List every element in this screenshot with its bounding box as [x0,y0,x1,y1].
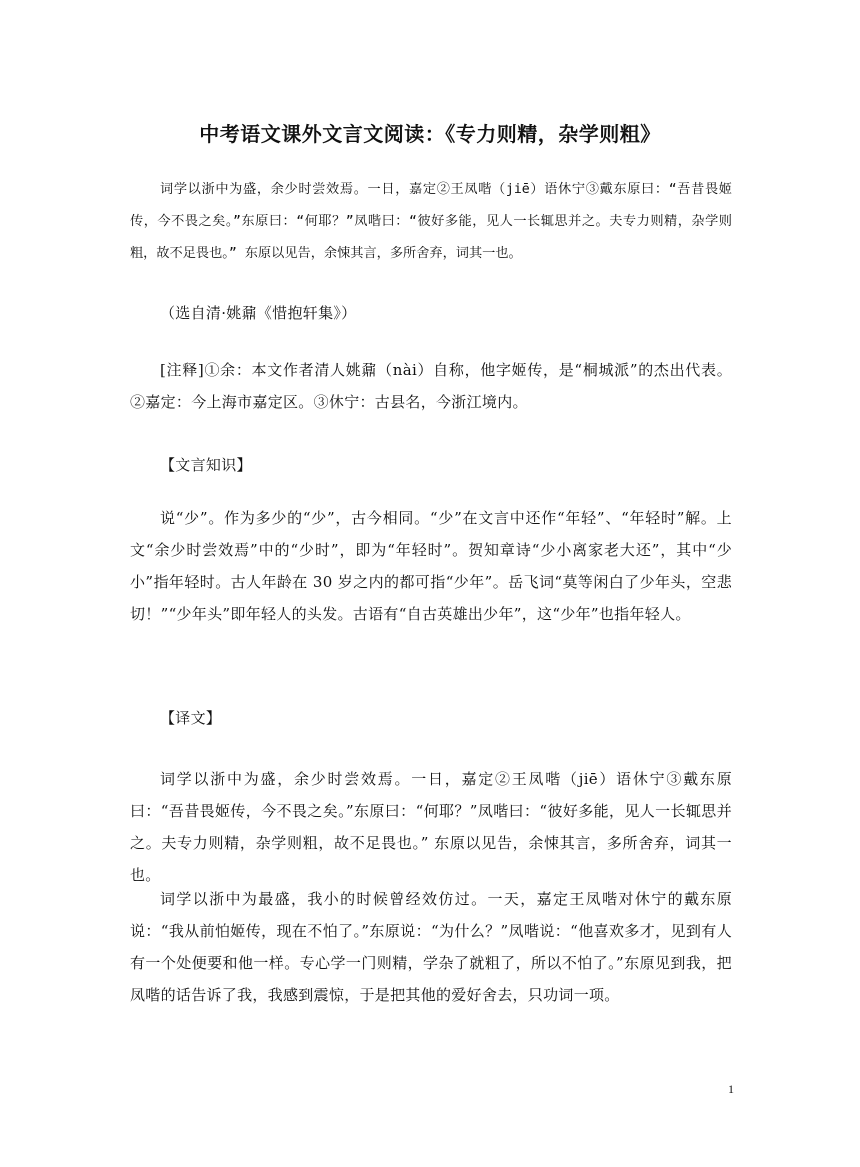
document-title: 中考语文课外文言文阅读：《专力则精，杂学则粗》 [199,122,661,146]
translation-heading: 【译文】 [160,709,222,727]
original-text-paragraph: 词学以浙中为盛，余少时尝效焉。一日，嘉定②王凤喈（jiē）语休宁③戴东原曰：“吾昔畏姬传，今不畏之矣。”东原曰：“何耶？”凤喈曰：“彼好多能，见人一长辄思并之。夫专力则精，杂学则粗，故不足畏也。” 东原以见告，余悚其言，多所舍弃，词其一也。 [130,182,732,261]
knowledge-paragraph: 说“少”。作为多少的“少”，古今相同。“少”在文言中还作“年轻”、“年轻时”解。上文“余少时尝效焉”中的“少时”，即为“年轻时”。贺知章诗“少小离家老大还”，其中“少小”指年轻时。古人年龄在 30 岁之内的都可指“少年”。岳飞词“莫等闲白了少年头，空悲切！”“少年头”即年轻人的头发。古语有“自古英雄出少年”，这“少年”也指年轻人。 [130,509,732,623]
translation-original-paragraph: 词学以浙中为盛，余少时尝效焉。一日，嘉定②王凤喈（jiē）语休宁③戴东原曰：“吾昔畏姬传，今不畏之矣。”东原曰：“何耶？”凤喈曰：“彼好多能，见人一长辄思并之。夫专力则精，杂学则粗，故不足畏也。” 东原以见告，余悚其言，多所舍弃，词其一也。 [130,770,732,884]
translation-modern-paragraph: 词学以浙中为最盛，我小的时候曾经效仿过。一天，嘉定王凤喈对休宁的戴东原说：“我从前怕姬传，现在不怕了。”东原说：“为什么？”凤喈说：“他喜欢多才，见到有人有一个处便要和他一样。专心学一门则精，学杂了就粗了，所以不怕了。”东原见到我，把凤喈的话告诉了我，我感到震惊，于是把其他的爱好舍去，只功词一项。 [130,890,732,1004]
knowledge-heading: 【文言知识】 [160,456,252,474]
source-citation: （选自清·姚鼐《惜抱轩集》） [160,304,357,322]
page-number: 1 [728,1082,734,1096]
notes-paragraph: [注释]①余：本文作者清人姚鼐（nài）自称，他字姬传，是“桐城派”的杰出代表。②嘉定：今上海市嘉定区。③休宁：古县名，今浙江境内。 [130,361,732,411]
